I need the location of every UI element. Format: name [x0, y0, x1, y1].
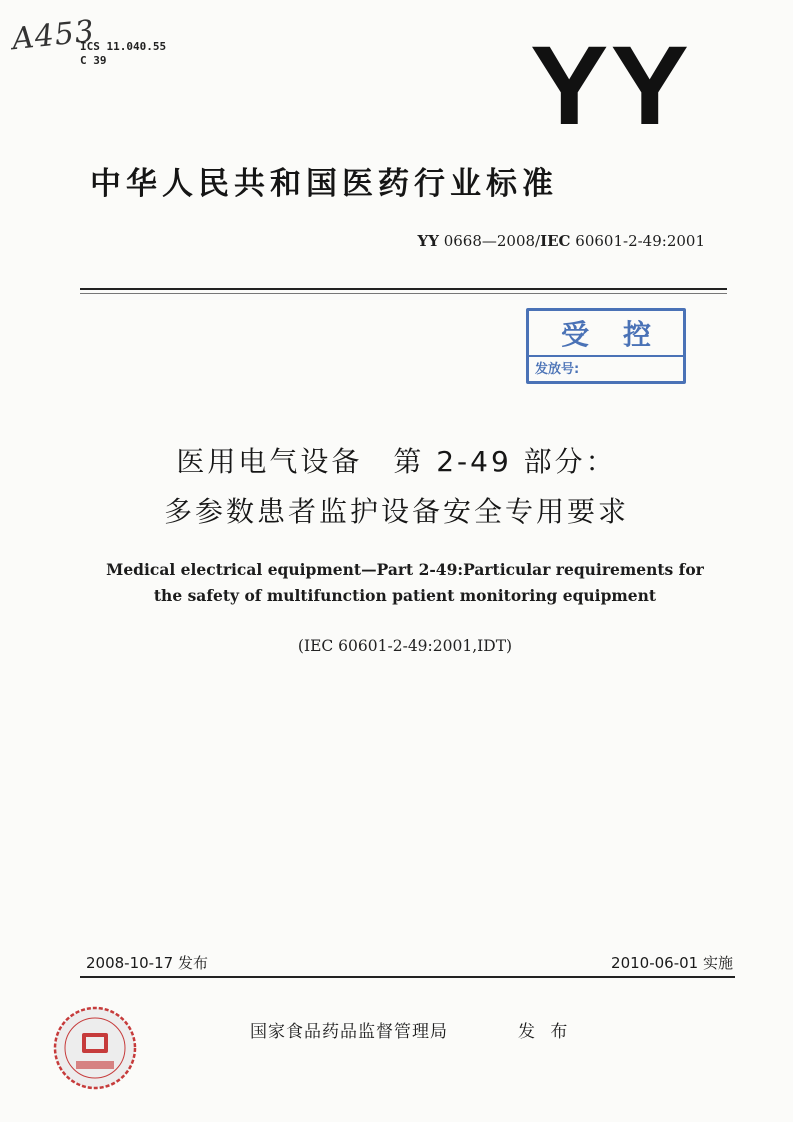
title-cn-line-2: 多参数患者监护设备安全专用要求: [163, 495, 629, 528]
stamp-char-2: 控: [623, 318, 652, 351]
issuing-authority: 国家食品药品监督管理局: [250, 1022, 448, 1042]
ccs-code: C 39: [80, 54, 107, 67]
control-stamp: [526, 308, 686, 384]
effective-date: 2010-06-01 实施: [611, 954, 733, 972]
footer-divider: [80, 976, 735, 978]
classification-codes: [80, 40, 166, 68]
issue-number-label: 发放号:: [535, 362, 580, 377]
ics-code: ICS 11.040.55: [80, 40, 167, 53]
standard-organization-title: 中华人民共和国医药行业标准: [90, 166, 558, 202]
title-en-line-2: the safety of multifunction patient monitoring equipment: [153, 586, 657, 605]
title-cn-line-1: 医用电气设备 第 2-49 部分：: [176, 445, 617, 478]
control-stamp-main: [529, 311, 683, 357]
equivalence-note: (IEC 60601-2-49:2001,IDT): [297, 637, 513, 655]
handwritten-note: A453: [10, 13, 97, 58]
iec-prefix: IEC: [540, 232, 571, 250]
release-date: 2008-10-17 发布: [86, 954, 208, 972]
header-divider: [80, 288, 727, 290]
title-en-line-1: Medical electrical equipment—Part 2-49:Particular requirements for: [106, 560, 704, 579]
issue-verb: 发 布: [518, 1022, 573, 1042]
standard-logo: YY: [530, 23, 692, 148]
standard-number: [418, 232, 706, 250]
standard-prefix: YY: [417, 232, 439, 250]
header-divider-thin: [80, 293, 727, 294]
stamp-char-1: 受: [560, 318, 589, 351]
iec-number: 60601-2-49:2001: [575, 232, 705, 250]
publisher-seal-icon: [52, 1005, 138, 1091]
standard-number-main: 0668—2008/: [443, 232, 541, 250]
